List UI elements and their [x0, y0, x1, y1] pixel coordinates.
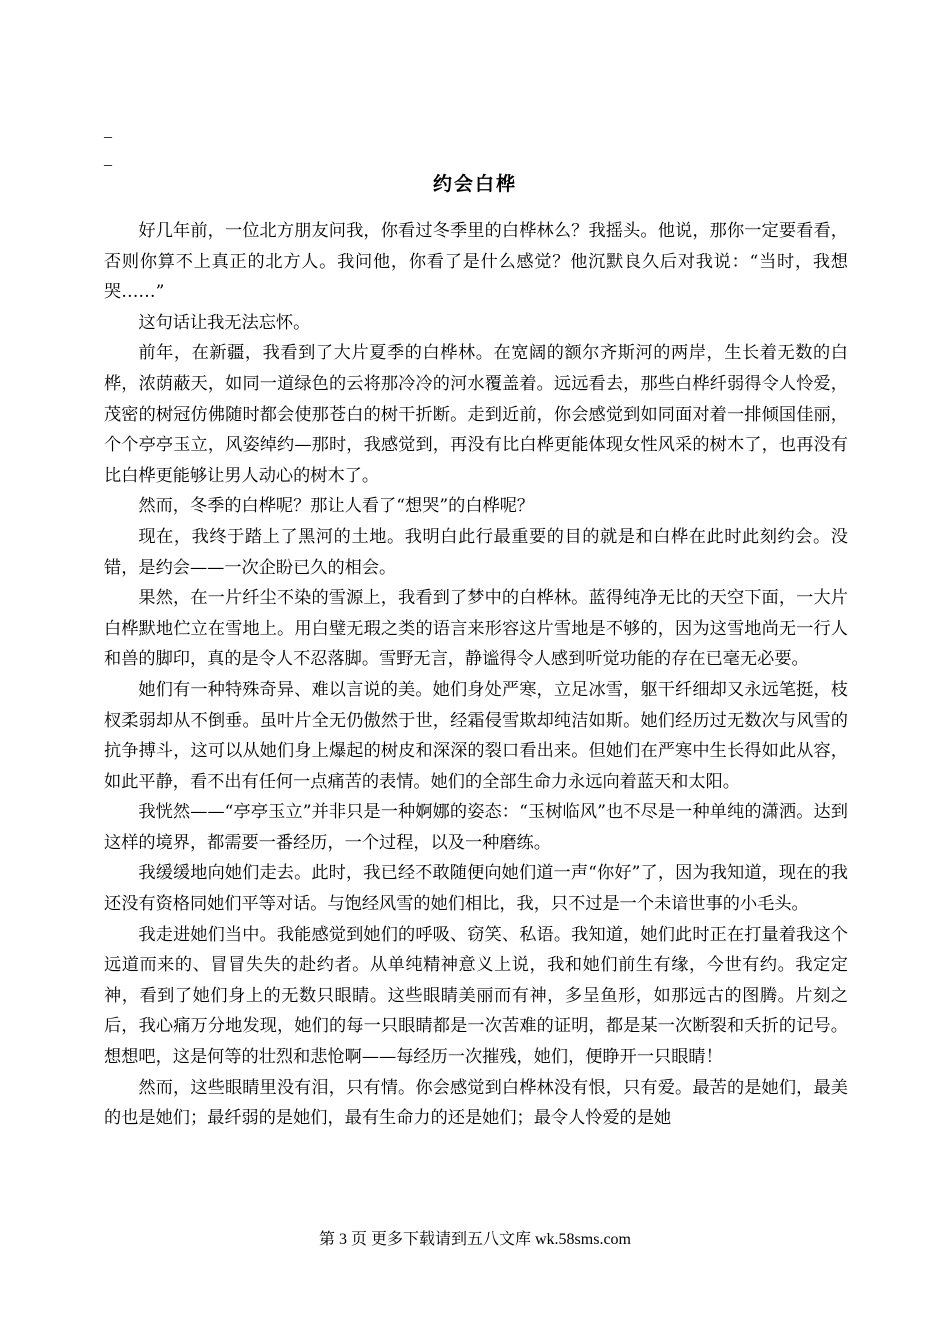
paragraph: 我缓缓地向她们走去。此时，我已经不敢随便向她们道一声“你好”了，因为我知道，现在的我还没有资格同她们平等对话。与饱经风雪的她们相比，我，只不过是一个未谙世事的小毛头。 [104, 863, 848, 915]
paragraph: 我恍然——“亭亭玉立”并非只是一种婀娜的姿态：“玉树临风”也不尽是一种单纯的潇洒。达到这样的境界，都需要一番经历，一个过程，以及一种磨练。 [104, 802, 848, 853]
paragraph: 我走进她们当中。我能感觉到她们的呼吸、窃笑、私语。我知道，她们此时正在打量着我这个远道而来的、冒冒失失的赴约者。从单纯精神意义上说，我和她们前生有缘，今世有约。我定定神，看到了她们身上的无数只眼睛。这些眼睛美丽而有神，多呈鱼形，如那远古的图腾。片刻之后，我心痛万分地发现，她们的每一只眼睛都是一次苦难的证明，都是某一次断裂和夭折的记号。想想吧，这是何等的壮烈和悲怆啊——每经历一次摧残，她们，便睁开一只眼睛！ [104, 924, 848, 1068]
paragraph: 然而，这些眼睛里没有泪，只有情。你会感觉到白桦林没有恨，只有爱。最苦的是她们，最美的也是她们；最纤弱的是她们，最有生命力的还是她们；最令人怜爱的是她 [104, 1077, 848, 1129]
paragraph: 好几年前，一位北方朋友问我，你看过冬季里的白桦林么？我摇头。他说，那你一定要看看，否则你算不上真正的北方人。我问他，你看了是什么感觉？他沉默良久后对我说：“当时，我想哭……” [104, 221, 848, 303]
header-mark: _ [104, 123, 112, 140]
header-marks [104, 118, 124, 174]
paragraph: 果然，在一片纤尘不染的雪源上，我看到了梦中的白桦林。蓝得纯净无比的天空下面，一大片白桦默地伫立在雪地上。用白璧无瑕之类的语言来形容这片雪地是不够的，因为这雪地尚无一行人和兽的脚印，真的是令人不忍落脚。雪野无言，静谧得令人感到听觉功能的存在已毫无必要。 [104, 588, 848, 670]
article-body [104, 216, 848, 1134]
page-footer: 第 3 页 更多下载请到五八文库 wk.58sms.com [318, 1231, 631, 1248]
paragraph: 然而，冬季的白桦呢？那让人看了“想哭”的白桦呢？ [138, 496, 535, 517]
paragraph: 前年，在新疆，我看到了大片夏季的白桦林。在宽阔的额尔齐斯河的两岸，生长着无数的白桦，浓荫蔽天，如同一道绿色的云将那冷冷的河水覆盖着。远远看去，那些白桦纤弱得令人怜爱，茂密的树冠仿佛随时都会使那苍白的树干折断。走到近前，你会感觉到如同面对着一排倾国佳丽，个个亭亭玉立，风姿绰约—那时，我感觉到，再没有比白桦更能体现女性风采的树木了，也再没有比白桦更能够让男人动心的树木了。 [104, 343, 848, 486]
page-title: 约会白桦 [432, 173, 517, 195]
paragraph: 她们有一种特殊奇异、难以言说的美。她们身处严寒，立足冰雪，躯干纤细却又永远笔挺，枝杈柔弱却从不倒垂。虽叶片全无仍傲然于世，经霜侵雪欺却纯洁如斯。她们经历过无数次与风雪的抗争搏斗，这可以从她们身上爆起的树皮和深深的裂口看出来。但她们在严寒中生长得如此从容，如此平静，看不出有任何一点痛苦的表情。她们的全部生命力永远向着蓝天和太阳。 [104, 679, 848, 792]
header-mark: _ [104, 151, 112, 168]
paragraph: 这句话让我无法忘怀。 [138, 312, 311, 333]
paragraph: 现在，我终于踏上了黑河的土地。我明白此行最重要的目的就是和白桦在此时此刻约会。没错，是约会——一次企盼已久的相会。 [104, 526, 848, 578]
